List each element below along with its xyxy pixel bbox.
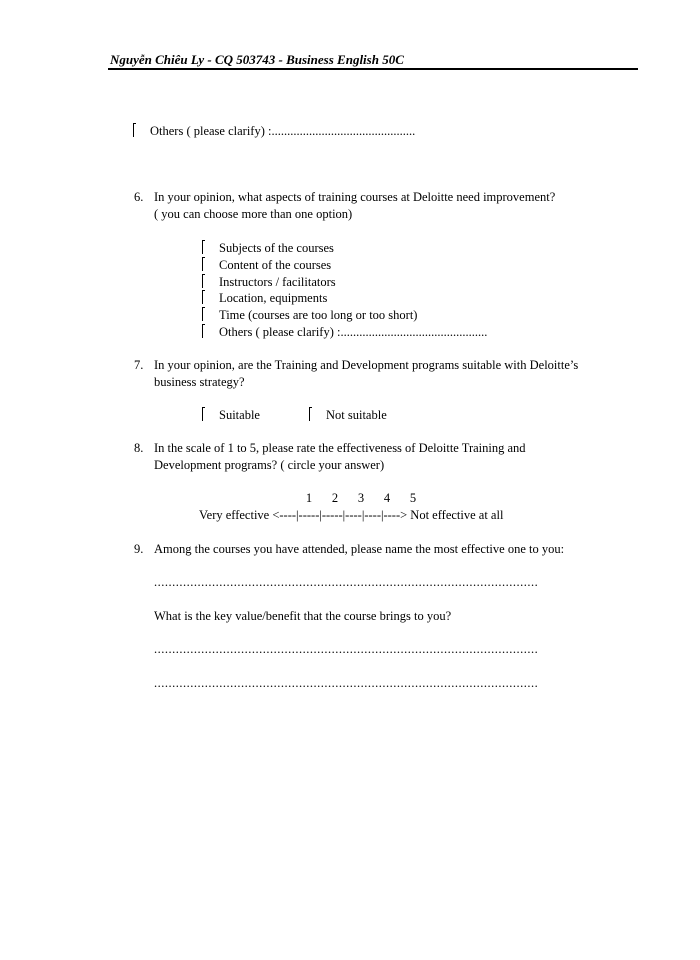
q6-number: 6. bbox=[134, 190, 144, 204]
checkbox-icon[interactable] bbox=[202, 274, 205, 288]
q6-option bbox=[202, 324, 487, 340]
scale-number[interactable]: 5 bbox=[409, 491, 417, 505]
prev-others-option bbox=[133, 123, 415, 139]
header-rule bbox=[108, 68, 638, 70]
checkbox-icon[interactable] bbox=[309, 407, 312, 421]
checkbox-icon[interactable] bbox=[202, 290, 205, 304]
checkbox-icon[interactable] bbox=[202, 257, 205, 271]
checkbox-icon[interactable] bbox=[202, 324, 205, 338]
q9-answer-line[interactable]: .......................................................................................................... bbox=[154, 575, 539, 589]
q8-scale-numbers bbox=[296, 491, 426, 506]
q9-sub-question: What is the key value/benefit that the course brings to you? bbox=[154, 609, 452, 623]
q6-option-label: Time (courses are too long or too short) bbox=[219, 308, 418, 322]
q6-option-label: Subjects of the courses bbox=[219, 241, 334, 255]
q6-option-label: Instructors / facilitators bbox=[219, 275, 336, 289]
q7-option-suitable bbox=[202, 407, 260, 423]
q6-text-line1: In your opinion, what aspects of training courses at Deloitte need improvement? bbox=[154, 190, 556, 204]
page-header: Nguyễn Chiêu Ly - CQ 503743 - Business English 50C bbox=[110, 52, 404, 67]
scale-number[interactable]: 1 bbox=[305, 491, 313, 505]
q6-option bbox=[202, 257, 331, 273]
q7-option-not-suitable bbox=[309, 407, 387, 423]
q6-option bbox=[202, 240, 334, 256]
q7-suitable-label: Suitable bbox=[219, 408, 260, 422]
q8-text-line1: In the scale of 1 to 5, please rate the effectiveness of Deloitte Training and bbox=[154, 441, 526, 455]
q6-option-label: Location, equipments bbox=[219, 291, 328, 305]
q6-option bbox=[202, 290, 327, 306]
q6-text-line2: ( you can choose more than one option) bbox=[154, 207, 353, 221]
q6-option bbox=[202, 274, 336, 290]
q9-number: 9. bbox=[134, 542, 144, 556]
q6-option-label: Others ( please clarify) :............................................... bbox=[219, 325, 488, 339]
q6-option-label: Content of the courses bbox=[219, 258, 332, 272]
checkbox-icon[interactable] bbox=[202, 307, 205, 321]
q8-number: 8. bbox=[134, 441, 144, 455]
q8-scale-line: Very effective <----|-----|-----|----|----|----> Not effective at all bbox=[199, 508, 504, 522]
q9-answer-line[interactable]: .......................................................................................................... bbox=[154, 676, 539, 690]
q9-text-line1: Among the courses you have attended, please name the most effective one to you: bbox=[154, 542, 565, 556]
q6-option bbox=[202, 307, 417, 323]
checkbox-icon[interactable] bbox=[202, 407, 205, 421]
scale-number[interactable]: 4 bbox=[383, 491, 391, 505]
checkbox-icon[interactable] bbox=[202, 240, 205, 254]
prev-others-label: Others ( please clarify) :.............................................. bbox=[150, 124, 416, 138]
scale-number[interactable]: 3 bbox=[357, 491, 365, 505]
q7-number: 7. bbox=[134, 358, 144, 372]
scale-number[interactable]: 2 bbox=[331, 491, 339, 505]
q7-text-line2: business strategy? bbox=[154, 375, 245, 389]
q7-text-line1: In your opinion, are the Training and Development programs suitable with Deloitte’s bbox=[154, 358, 579, 372]
checkbox-icon[interactable] bbox=[133, 123, 136, 137]
q9-answer-line[interactable]: .......................................................................................................... bbox=[154, 642, 539, 656]
q7-not-suitable-label: Not suitable bbox=[326, 408, 387, 422]
q8-text-line2: Development programs? ( circle your answer) bbox=[154, 458, 385, 472]
